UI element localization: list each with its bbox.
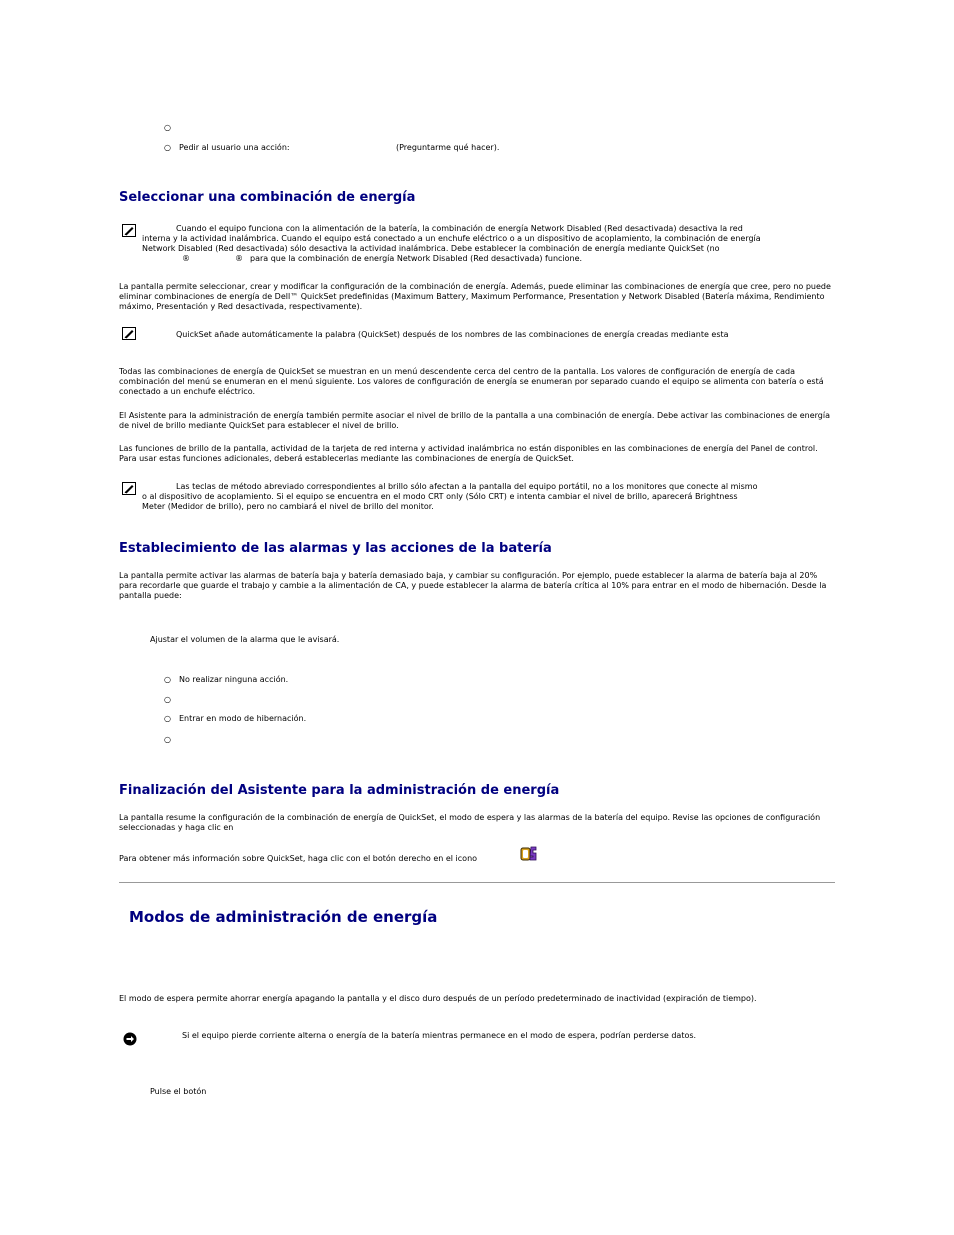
list-item: Ajustar el volumen de la alarma que le avisará. xyxy=(150,635,340,644)
paragraph: El modo de espera permite ahorrar energía apagando la pantalla y el disco duro después de un período predeterminado de inactividad (expiración de tiempo). xyxy=(119,994,757,1003)
note-line: Las teclas de método abreviado correspondientes al brillo sólo afectan a la pantalla del equipo portátil, no a los monitores que conecte al mismo xyxy=(176,482,758,491)
list-item: Entrar en modo de hibernación. xyxy=(179,714,307,723)
note-line: Meter (Medidor de brillo), pero no cambiará el nivel de brillo del monitor. xyxy=(142,502,434,511)
list-bullet: ○ xyxy=(164,675,171,684)
paragraph: La pantalla resume la configuración de la combinación de energía de QuickSet, el modo de espera y las alarmas de la batería del equipo. Revise las opciones de configuración seleccionadas y haga clic en xyxy=(119,813,821,832)
note-line: Network Disabled (Red desactivada) sólo desactiva la actividad inalámbrica. Debe establecer la combinación de energía mediante QuickSet (no xyxy=(142,244,720,253)
note-line: Cuando el equipo funciona con la alimentación de la batería, la combinación de energía Network Disabled (Red desactivada) desactiva la red xyxy=(176,224,743,233)
paragraph: La pantalla permite activar las alarmas de batería baja y batería demasiado baja, y cambiar su configuración. Por ejemplo, puede establecer la alarma de batería baja al 20% para recordarle que guarde el trabajo y cambie a la alimentación de CA, y puede establecer la alarma de batería crítica al 10% para entrar en el modo de hibernación. Desde la pantalla puede: xyxy=(119,571,827,600)
note-line: para que la combinación de energía Network Disabled (Red desactivada) funcione. xyxy=(250,254,583,263)
section-heading-finish-wizard: Finalización del Asistente para la administración de energía xyxy=(119,783,560,798)
note-pencil-icon xyxy=(122,482,136,495)
list-item-label: Pedir al usuario una acción: xyxy=(179,143,290,152)
notice-text: Si el equipo pierde corriente alterna o energía de la batería mientras permanece en el modo de espera, podrían perderse datos. xyxy=(182,1031,697,1040)
paragraph: Todas las combinaciones de energía de QuickSet se muestran en un menú descendente cerca del centro de la pantalla. Los valores de configuración de energía de cada combinación del menú se enumeran en el menú siguiente. Los valores de configuración de energía se enumeran por separado cuando el equipo se alimenta con batería o está conectado a un enchufe eléctrico. xyxy=(119,367,824,396)
note-line: QuickSet añade automáticamente la palabra (QuickSet) después de los nombres de las combinaciones de energía creadas mediante esta xyxy=(176,330,729,339)
section-divider xyxy=(119,882,835,883)
note-pencil-icon xyxy=(122,327,136,340)
note-pencil-icon xyxy=(122,224,136,237)
notice-icon xyxy=(123,1032,137,1046)
list-bullet: ○ xyxy=(164,735,171,744)
registered-mark: ® xyxy=(235,254,243,263)
section-heading-select-scheme: Seleccionar una combinación de energía xyxy=(119,190,416,205)
list-item: Pulse el botón xyxy=(150,1087,207,1096)
section-heading-power-modes: Modos de administración de energía xyxy=(129,908,438,926)
registered-mark: ® xyxy=(182,254,190,263)
paragraph: El Asistente para la administración de energía también permite asociar el nivel de brillo de la pantalla a una combinación de energía. Debe activar las combinaciones de energía de nivel de brillo mediante QuickSet para establecer el nivel de brillo. xyxy=(119,411,830,430)
section-heading-battery-alarms: Establecimiento de las alarmas y las acciones de la batería xyxy=(119,541,552,556)
note-line: o al dispositivo de acoplamiento. Si el equipo se encuentra en el modo CRT only (Sólo CRT) e intenta cambiar el nivel de brillo, aparecerá Brightness xyxy=(142,492,738,501)
list-item: No realizar ninguna acción. xyxy=(179,675,289,684)
note-line: interna y la actividad inalámbrica. Cuando el equipo está conectado a un enchufe eléctrico o a un dispositivo de acoplamiento, la combinación de energía xyxy=(142,234,761,243)
paragraph: Las funciones de brillo de la pantalla, actividad de la tarjeta de red interna y actividad inalámbrica no están disponibles en las combinaciones de energía del Panel de control. Para usar estas funciones adicionales, deberá establecerlas mediante las combinaciones de energía de QuickSet. xyxy=(119,444,818,463)
paragraph: La pantalla permite seleccionar, crear y modificar la configuración de la combinación de energía. Además, puede eliminar las combinaciones de energía que cree, pero no puede eliminar combinaciones de energía de Dell™ QuickSet predefinidas (Maximum Battery, Maximum Performance, Presentation y Network Disabled (Batería máxima, Rendimiento máximo, Presentación y Red desactivada, respectivamente). xyxy=(119,282,831,311)
list-bullet: ○ xyxy=(164,714,171,723)
list-bullet: ○ xyxy=(164,695,171,704)
paragraph: Para obtener más información sobre QuickSet, haga clic con el botón derecho en el icono xyxy=(119,854,478,863)
quickset-icon[interactable] xyxy=(520,845,538,863)
list-bullet: ○ xyxy=(164,123,171,132)
list-item-value: (Preguntarme qué hacer). xyxy=(396,143,500,152)
list-bullet: ○ xyxy=(164,143,171,152)
